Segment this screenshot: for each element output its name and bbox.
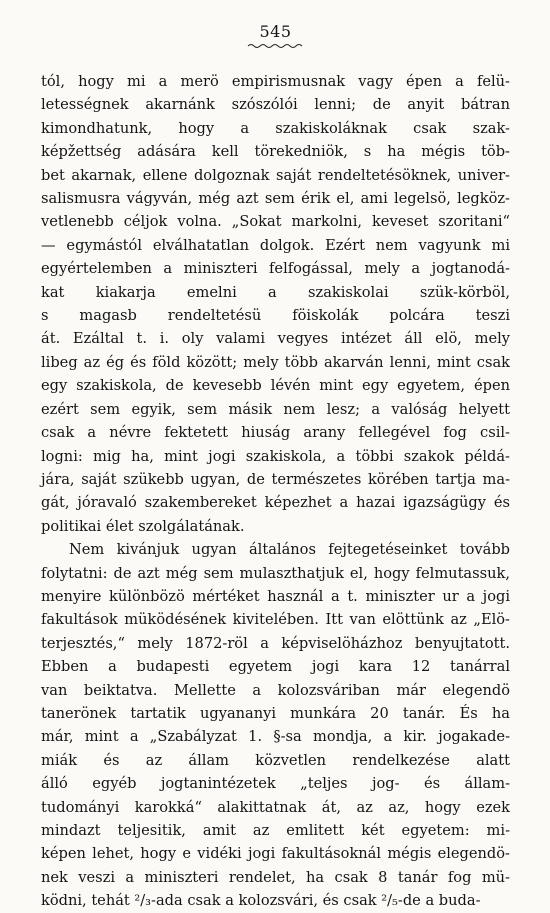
text-line: képen lehet, hogy e vidéki jogi fakultásoknál mégis elegendö- xyxy=(41,845,510,863)
text-line: libeg az ég és föld között; mely több akarván lenni, mint csak xyxy=(41,353,510,371)
text-line: bet akarnak, ellene dolgoznak saját rendeltetésöknek, univer- xyxy=(41,166,510,184)
text-line: gát, jóravaló szakembereket képezhet a hazai igazságügy és xyxy=(41,494,510,512)
text-line: politikai élet szolgálatának. xyxy=(41,517,245,535)
text-line: logni: mig ha, mint jogi szakiskola, a többi szakok példá- xyxy=(41,447,510,465)
text-line: Ebben a budapesti egyetem jogi kara 12 tanárral xyxy=(41,658,510,676)
text-line: kimondhatunk, hogy a szakiskoláknak csak szak- xyxy=(41,119,510,137)
text-line: már, mint a „Szabályzat 1. §-sa mondja, a kir. jogakade- xyxy=(41,728,510,746)
text-line: ezért sem egyik, sem másik nem lesz; a valóság helyett xyxy=(41,400,510,418)
text-line: fakultások müködésének kivitelében. Itt van elöttünk az „Elö- xyxy=(41,611,510,629)
text-line: ködni, tehát ²/₃-ada csak a kolozsvári, és csak ²/₅-de a buda- xyxy=(41,892,481,910)
text-line: letességnek akarnánk szószólói lenni; de anyit bátran xyxy=(41,96,510,114)
text-line: vetlenebb céljok volna. „Sokat markolni, keveset szoritani“ xyxy=(41,213,510,231)
text-line: folytatni: de azt még sem mulaszthatjuk el, hogy felmutassuk, xyxy=(41,564,510,582)
text-line: miák és az állam közvetlen rendelkezése alatt xyxy=(41,751,510,769)
text-line: s magasb rendeltetésü föiskolák polcára teszi xyxy=(41,307,510,325)
text-line: tudományi karokká“ alakittatnak át, az az, hogy ezek xyxy=(41,798,510,816)
page-number: 545 xyxy=(259,22,292,41)
text-line: csak a névre fektetett hiuság arany fellegével fog csil- xyxy=(41,424,510,442)
text-line: álló egyéb jogtanintézetek „teljes jog- és állam- xyxy=(41,775,510,793)
text-line: van beiktatva. Mellette a kolozsváriban már elegendö xyxy=(41,681,510,699)
text-line: át. Ezáltal t. i. oly valami vegyes intézet áll elö, mely xyxy=(41,330,510,348)
paragraph xyxy=(41,538,510,913)
body-text xyxy=(41,70,510,913)
text-line: nek veszi a miniszteri rendelet, ha csak 8 tanár fog mü- xyxy=(41,868,510,886)
text-line: tól, hogy mi a merö empirismusnak vagy épen a felü- xyxy=(41,73,510,90)
text-line: jára, saját szükebb ugyan, de természetes körében tartja ma- xyxy=(41,470,510,488)
text-line: Nem kivánjuk ugyan általános fejtegetéseinket tovább xyxy=(69,541,510,559)
text-line: menyire különbözö mértéket használ a t. miniszter ur a jogi xyxy=(41,587,510,605)
text-line: kat kiakarja emelni a szakiskolai szük-körböl, xyxy=(41,283,510,301)
text-line: terjesztés,“ mely 1872-röl a képviselöházhoz benyujtatott. xyxy=(41,634,510,652)
text-line: mindazt teljesitik, amit az emlitett két egyetem: mi- xyxy=(41,822,510,839)
paragraph xyxy=(41,70,510,538)
text-line: tanerönek tartatik ugyananyi munkára 20 tanár. És ha xyxy=(41,704,510,722)
text-line: — egymástól elválhatatlan dolgok. Ezért nem vagyunk mi xyxy=(41,236,510,254)
text-line: salismusra vágyván, még azt sem érik el, ami legelsö, legköz- xyxy=(41,190,510,208)
text-line: egy szakiskola, de kevesebb lévén mint egy egyetem, épen xyxy=(41,377,510,395)
text-line: egyértelemben a miniszteri felfogással, mely a jogtanodá- xyxy=(41,260,510,278)
wavy-rule-ornament xyxy=(247,42,305,50)
text-line: képžettség adására kell törekedniök, s ha mégis töb- xyxy=(41,143,510,161)
